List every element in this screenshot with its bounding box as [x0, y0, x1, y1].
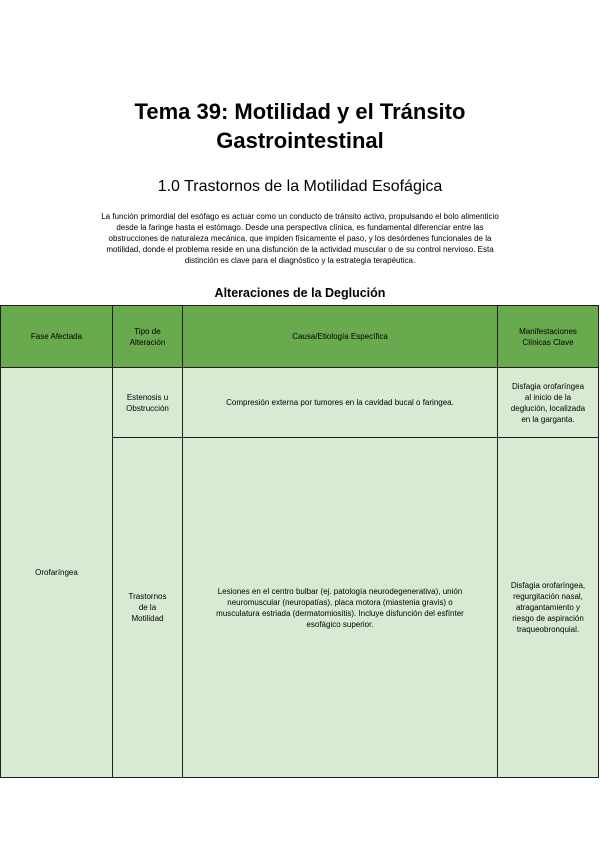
deglution-table: [0, 305, 599, 778]
header-manif-line: Manifestaciones: [519, 326, 577, 336]
cell-type-line: de la: [138, 603, 157, 613]
table-title: Alteraciones de la Deglución: [214, 286, 386, 300]
cell-cause-line: Lesiones en el centro bulbar (ej. patología neurodegenerativa), unión: [217, 586, 463, 596]
header-type: [113, 306, 183, 368]
table-row: [1, 368, 599, 438]
cell-manif-line: Disfagia orofaríngea: [511, 381, 585, 391]
cell-type-line: Trastornos: [128, 592, 167, 602]
page-title: [0, 97, 600, 155]
intro-line: motilidad, donde el problema reside en una disfunción de la actividad muscular o de su control nervioso. Esta: [106, 245, 494, 254]
cell-type-line: Obstrucción: [126, 403, 169, 413]
cell-manifestations: [498, 438, 599, 778]
cell-cause: [183, 368, 498, 438]
header-type-line: Alteración: [129, 337, 166, 347]
cell-manif-line: riesgo de aspiración: [512, 614, 584, 624]
intro-line: desde la faringe hasta el estómago. Desde una perspectiva clínica, es fundamental diferenciar entre las: [116, 223, 484, 232]
cell-manif-line: deglución, localizada: [510, 403, 586, 413]
cell-cause-line: esofágico superior.: [306, 619, 374, 629]
header-phase: Fase Afectada: [1, 306, 113, 368]
cell-manif-line: al inicio de la: [524, 392, 572, 402]
cell-manif-line: atragantamiento y: [515, 603, 581, 613]
intro-line: obstrucciones de naturaleza mecánica, que impiden físicamente el paso, y los desórdenes funcionales de la: [108, 234, 492, 243]
cell-manif-line: regurgitación nasal,: [513, 592, 583, 602]
intro-line: La función primordial del esófago es actuar como un conducto de tránsito activo, propulsando el bolo alimenticio: [101, 212, 499, 221]
page-title-line-2: Gastrointestinal: [216, 128, 384, 153]
cell-manif-line: Disfagia orofaríngea,: [510, 581, 586, 591]
cell-cause-line: musculatura estriada (dermatomiositis). Incluye disfunción del esfínter: [216, 608, 464, 618]
cell-phase: Orofaríngea: [1, 368, 113, 778]
header-type-line: Tipo de: [134, 326, 161, 336]
intro-paragraph: [70, 211, 530, 266]
page-title-line-1: Tema 39: Motilidad y el Tránsito: [134, 99, 466, 124]
cell-type: [113, 438, 183, 778]
cell-manif-line: en la garganta.: [521, 414, 575, 424]
header-cause: Causa/Etiología Específica: [183, 306, 498, 368]
cell-manif-line: traqueobronquial.: [516, 625, 580, 635]
cell-type-line: Estenosis u: [126, 392, 169, 402]
header-manifestations: [498, 306, 599, 368]
cell-cause-line: neuromuscular (neuropatías), placa motora (miastenia gravis) o: [227, 597, 453, 607]
header-manif-line: Clínicas Clave: [522, 337, 574, 347]
cell-cause-line: Compresión externa por tumores en la cavidad bucal o faringea.: [226, 398, 454, 408]
cell-type-line: Motilidad: [131, 614, 164, 624]
section-title: 1.0 Trastornos de la Motilidad Esofágica: [157, 178, 443, 195]
table-header-row: [1, 306, 599, 368]
intro-line: distinción es clave para el diagnóstico y la estrategia terapéutica.: [184, 256, 416, 265]
cell-type: [113, 368, 183, 438]
cell-cause: [183, 438, 498, 778]
cell-manifestations: [498, 368, 599, 438]
